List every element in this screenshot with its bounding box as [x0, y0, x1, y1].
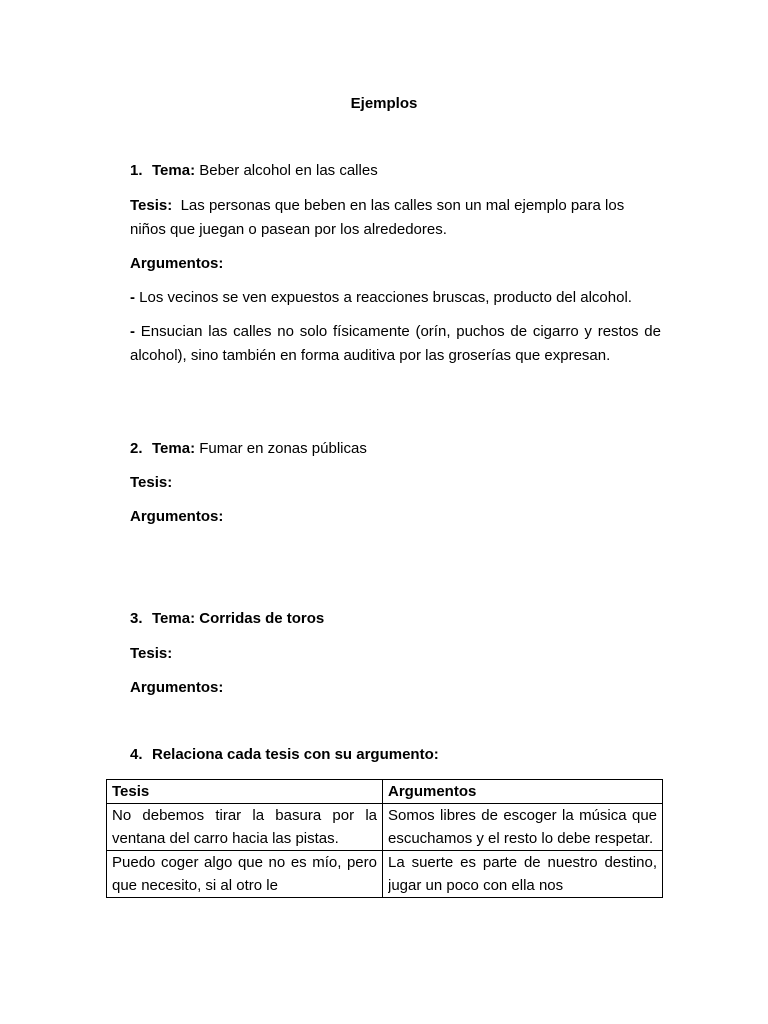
item-2-tema [130, 437, 661, 461]
tema-value: Fumar en zonas públicas [199, 440, 367, 457]
table-cell [107, 851, 383, 898]
item-1-argumentos-label: Argumentos: [130, 255, 224, 272]
tesis-label: Tesis: [130, 197, 173, 214]
argument-item: - Ensucian las calles no solo físicamente (orín, puchos de cigarro y restos de alcohol), sino también en forma auditiva por las groserías que expresan. [130, 323, 661, 364]
item-number: 4. [130, 746, 143, 763]
table-cell [383, 851, 663, 898]
tesis-value: Las personas que beben en las calles son un mal ejemplo para los niños que juegan o pasean por los alrededores. [130, 197, 625, 238]
item-4-heading [130, 743, 661, 767]
tema-value: Beber alcohol en las calles [199, 162, 378, 179]
item-3-argumentos-label: Argumentos: [130, 679, 224, 696]
table-header-cell: Tesis [107, 780, 383, 804]
item-1-tesis [130, 194, 661, 242]
page-title: Ejemplos [350, 95, 418, 112]
argument-item: - Los vecinos se ven expuestos a reacciones bruscas, producto del alcohol. [130, 289, 632, 306]
cell-text: Puedo coger algo que no es mío, pero que necesito, si al otro le [112, 854, 377, 894]
argument-text: Los vecinos se ven expuestos a reacciones bruscas, producto del alcohol. [139, 289, 632, 306]
cell-text: La suerte es parte de nuestro destino, jugar un poco con ella nos [388, 854, 657, 894]
item-1-tema [130, 159, 661, 183]
item-2-tesis-label: Tesis: [130, 474, 173, 491]
item-number: 3. [130, 610, 143, 627]
table-header-cell: Argumentos [383, 780, 663, 804]
tesis-argumentos-table [106, 779, 663, 898]
tema-label: Tema: [152, 440, 196, 457]
tema-label: Tema: [152, 162, 196, 179]
argument-text: Ensucian las calles no solo físicamente (orín, puchos de cigarro y restos de alcohol), sino también en forma auditiva por las groserías que expresan. [130, 323, 661, 364]
table-header-row [107, 780, 663, 804]
item-2-argumentos-label: Argumentos: [130, 508, 224, 525]
table-row [107, 804, 663, 851]
tema-label: Tema: Corridas de toros [152, 610, 325, 627]
item-number: 2. [130, 440, 143, 457]
table-cell: No debemos tirar la basura por la ventana del carro hacia las pistas. [107, 804, 383, 851]
item-number: 1. [130, 162, 143, 179]
table-row [107, 851, 663, 898]
item-3-tesis-label: Tesis: [130, 645, 173, 662]
table-cell: Somos libres de escoger la música que escuchamos y el resto lo debe respetar. [383, 804, 663, 851]
item-heading: Relaciona cada tesis con su argumento: [152, 746, 439, 763]
item-3-tema [130, 607, 661, 631]
